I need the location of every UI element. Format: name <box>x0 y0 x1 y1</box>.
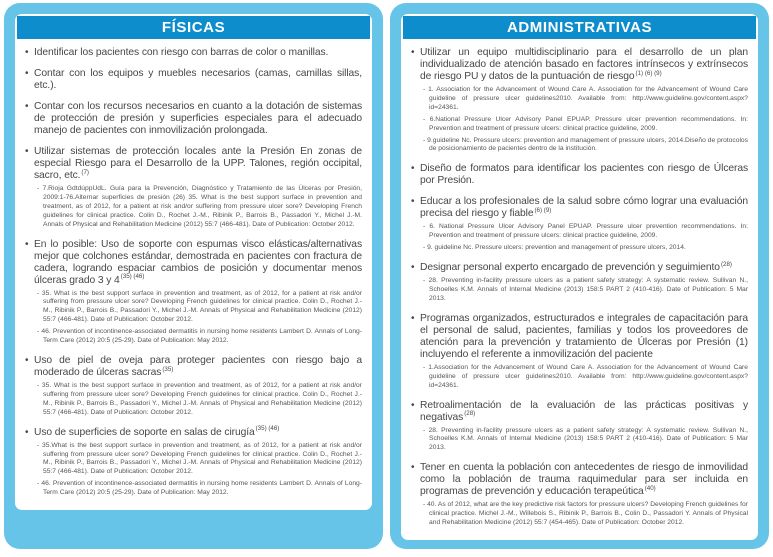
bullet-marker: • <box>25 47 29 58</box>
reference-superscript: (35) (46) <box>255 425 280 433</box>
list-item <box>25 68 362 92</box>
list-item <box>25 239 362 346</box>
list-item <box>411 163 748 187</box>
item-text: En lo posible: Uso de soporte con espumas visco elásticas/alternativas mejor que colchones estándar, demostrada en pacientes con fractura de cadera, logrando espaciar cambios de posición y documentar menos úlceras grado 3 y 4$^{(35) (46)}$ <box>34 238 362 286</box>
list-item <box>411 313 748 391</box>
item-text: Tener en cuenta la población con antecedentes de riesgo de inmovilidad como la población de trauma raquimedular para ser incluida en programas de prevención y educación terapeútica$^{(40)}$ <box>420 462 748 498</box>
item-text: Designar personal experto encargado de prevención y seguimiento$^{(28)}$ <box>420 260 732 274</box>
bullet-marker: • <box>25 101 29 112</box>
item-text: Contar con los equipos y muebles necesarios (camas, camillas sillas, etc.). <box>34 68 362 91</box>
fisicas-header <box>17 16 370 39</box>
bullet-marker: • <box>411 47 415 58</box>
administrativas-header <box>403 16 756 39</box>
fisicas-panel <box>4 3 383 549</box>
fisicas-content <box>17 39 370 498</box>
item-text: Utilizar un equipo multidisciplinario para el desarrollo de un plan individualizado de atención basado en factores intrínsecos y extrínsecos de riesgo PU y datos de la puntuación de riesgo$^{(1) (6) (9)}$ <box>420 47 748 82</box>
citation-line: - 40. As of 2012, what are the key predictive risk factors for pressure ulcers? Developing French guidelines for clinical practice. Michel J.-M., Willebois S., Ribinik P., Barrois B., Colin D., Passadori Y. Annals of Physical and Rehabilitation Medicine (2012) 55:7 (454-465). Date of Publication: October 2012. <box>423 501 748 527</box>
citation-line: - 46. Prevention of incontinence-associated dermatitis in nursing home residents Lambert D. Annals of Long-Term Care (2012) 20:5 (25-29). Date of Publication: May 2012. <box>37 328 362 345</box>
item-text: Retroalimentación de la evaluación de las prácticas positivas y negativas$^{(28)}$ <box>420 399 748 423</box>
citation-line: - 9. guideline Nc. Pressure ulcers: prevention and management of pressure ulcers, 2014. <box>423 244 686 252</box>
bullet-marker: • <box>25 426 29 438</box>
list-item <box>25 355 362 418</box>
administrativas-title: ADMINISTRATIVAS <box>506 19 653 36</box>
list-item <box>25 47 362 59</box>
list-item <box>411 400 748 454</box>
list-item <box>25 101 362 137</box>
citation-line: - 28. Preventing in-facility pressure ulcers as a patient safety strategy: A systematic review. Sullivan N., Schoelles K.M. Annals of Internal Medicine (2013) 158:5 PART 2 (410-416). Date of Publication: 5 Mar 2013. <box>423 426 748 452</box>
citation-line: - 46. Prevention of incontinence-associated dermatitis in nursing home residents Lambert D. Annals of Long-Term Care (2012) 20:5 (25-29). Date of Publication: May 2012. <box>37 480 362 497</box>
administrativas-panel-inner <box>401 14 758 540</box>
item-text: Programas organizados, estructurados e integrales de capacitación para el personal de salud, pacientes, familias y todos los proveedores de atención para la prevención y tratamiento de Úlceras por Presión (1) incluyendo el referente a inmovilización del paciente <box>420 312 748 360</box>
item-text: Contar con los recursos necesarios en cuanto a la dotación de sistemas de protección de presión y superficies especiales para el adecuado manejo de pacientes con inmovilización prolongada. <box>34 101 362 136</box>
reference-superscript: (35) <box>162 365 174 373</box>
item-text: Educar a los profesionales de la salud sobre cómo lograr una evaluación precisa del riesgo y fiable$^{(6) (9)}$ <box>420 196 748 220</box>
reference-superscript: (35) (46) <box>120 273 145 281</box>
bullet-marker: • <box>25 146 29 157</box>
bullet-marker: • <box>25 354 29 366</box>
citation-line: - 35.What is the best support surface in prevention and treatment, as of 2012, for a patient at risk and/or suffering from pressure ulcer sore? Developing French guidelines for clinical practice. Colin D., Rochet J.-M., Ribinik P., Barrois B., Passadori Y., Michel J.-M. Annals of Physical and Rehabilitation Medicine (2012) 55:7 (466-481). Date of Publication: October 2012. <box>37 441 362 476</box>
citation-line: - 7.Rioja GdtdúppUdL. Guía para la Prevención, Diagnóstico y Tratamiento de las Úlceras por Presión, 2009:1-76.Alternar superficies de presión (26) 35. What is the best support surface in prevention and treatment, as of 2012, for a patient at risk and/or suffering from pressure ulcer sore? Developing French guidelines for clinical practice. Colin D., Rochet J.-M., Ribinik P., Barrois B., Passadori Y., Michel J.-M. Annals of Physical and Rehabilitation Medicine (2012) 55:7 (466-481). Date of Publication: October 2012. <box>37 185 362 228</box>
list-item <box>411 462 748 528</box>
item-text: Uso de piel de oveja para proteger pacientes con riesgo bajo a moderado de úlceras sacras$^{(35)}$ <box>34 354 362 378</box>
reference-superscript: (28) <box>720 260 732 268</box>
bullet-marker: • <box>411 163 415 175</box>
bullet-marker: • <box>411 196 415 208</box>
list-item <box>411 196 748 253</box>
bullet-marker: • <box>411 312 415 324</box>
citation-line: - 35. What is the best support surface in prevention and treatment, as of 2012, for a patient at risk and/or suffering from pressure ulcer sore? Developing French guidelines for clinical practice. Colin D., Rochet J.-M., Ribinik P., Barrois B., Passadori Y., Michel J.-M. Annals of Physical and Rehabilitation Medicine (2012) 55:7 (466-481). Date of Publication: October 2012. <box>37 289 362 324</box>
citation-line: - 1.Association for the Advancement of Wound Care A. Association for the Advancement of Wound Care guideline of pressure ulcer guidelines2010. Available from: http://www.guideline.gov/content.aspx?id=24361. <box>423 363 748 389</box>
citation-line: - 6.National Pressure Ulcer Advisory Panel EPUAP. Pressure ulcer prevention recommendations. In: Prevention and treatment of pressure ulcers: clinical practice guideline, 2009. <box>423 115 748 132</box>
reference-superscript: (28) <box>464 410 476 418</box>
reference-superscript: (40) <box>644 484 656 492</box>
item-text: Uso de superficies de soporte en salas de cirugía$^{(35) (46)}$ <box>34 425 280 438</box>
citation-line: - 9.guideline Nc. Pressure ulcers: prevention and management of pressure ulcers, 2014.Diseño de protocolos de posicionamiento de pacientes dentro de la institución. <box>423 136 748 153</box>
bullet-marker: • <box>411 262 415 274</box>
bullet-marker: • <box>411 462 415 474</box>
list-item <box>25 427 362 498</box>
fisicas-title: FÍSICAS <box>161 19 226 36</box>
item-text: Utilizar sistemas de protección locales ante la Presión En zonas de especial Riesgo para el Desarrollo de la UPP. Talones, región occipital, sacro, etc.$^{(7)}$ <box>34 146 362 181</box>
citation-line: - 28. Preventing in-facility pressure ulcers as a patient safety strategy: A systematic review. Sullivan N., Schoelles K.M. Annals of Internal Medicine (2013) 158:5 PART 2 (410-416). Date of Publication: 5 Mar 2013. <box>423 277 748 302</box>
citation-line: - 35. What is the best support surface in prevention and treatment, as of 2012, for a patient at risk and/or suffering from pressure ulcer sore? Developing French guidelines for clinical practice. Colin D., Rochet J.-M., Ribinik P., Barrois B., Passadori Y., Michel J.-M. Annals of Physical and Rehabilitation Medicine (2012) 55:7 (466-481). Date of Publication: October 2012. <box>37 381 362 416</box>
administrativas-content <box>403 39 756 528</box>
bullet-marker: • <box>25 68 29 79</box>
list-item <box>411 47 748 154</box>
reference-superscript: (1) (6) (9) <box>635 69 662 77</box>
fisicas-panel-inner <box>15 14 372 510</box>
bullet-marker: • <box>25 238 29 250</box>
citation-line: - 1. Association for the Advancement of Wound Care A. Association for the Advancement of Wound Care guideline of pressure ulcer guidelines2010. Available from: http://www.guideline.gov/content.aspx?id=24361. <box>423 86 748 111</box>
item-text: Diseño de formatos para identificar los pacientes con riesgo de Úlceras por Presión. <box>420 163 748 187</box>
citation-line: - 6. National Pressure Ulcer Advisory Panel EPUAP. Pressure ulcer prevention recommendations. In: Prevention and treatment of pressure ulcers: clinical practice guideline, 2009. <box>423 223 748 240</box>
item-text: Identificar los pacientes con riesgo con barras de color o manillas. <box>34 47 329 58</box>
administrativas-panel <box>390 3 769 549</box>
list-item <box>411 262 748 304</box>
reference-superscript: (6) (9) <box>534 206 552 214</box>
bullet-marker: • <box>411 399 415 411</box>
list-item <box>25 146 362 230</box>
reference-superscript: (7) <box>81 168 89 176</box>
